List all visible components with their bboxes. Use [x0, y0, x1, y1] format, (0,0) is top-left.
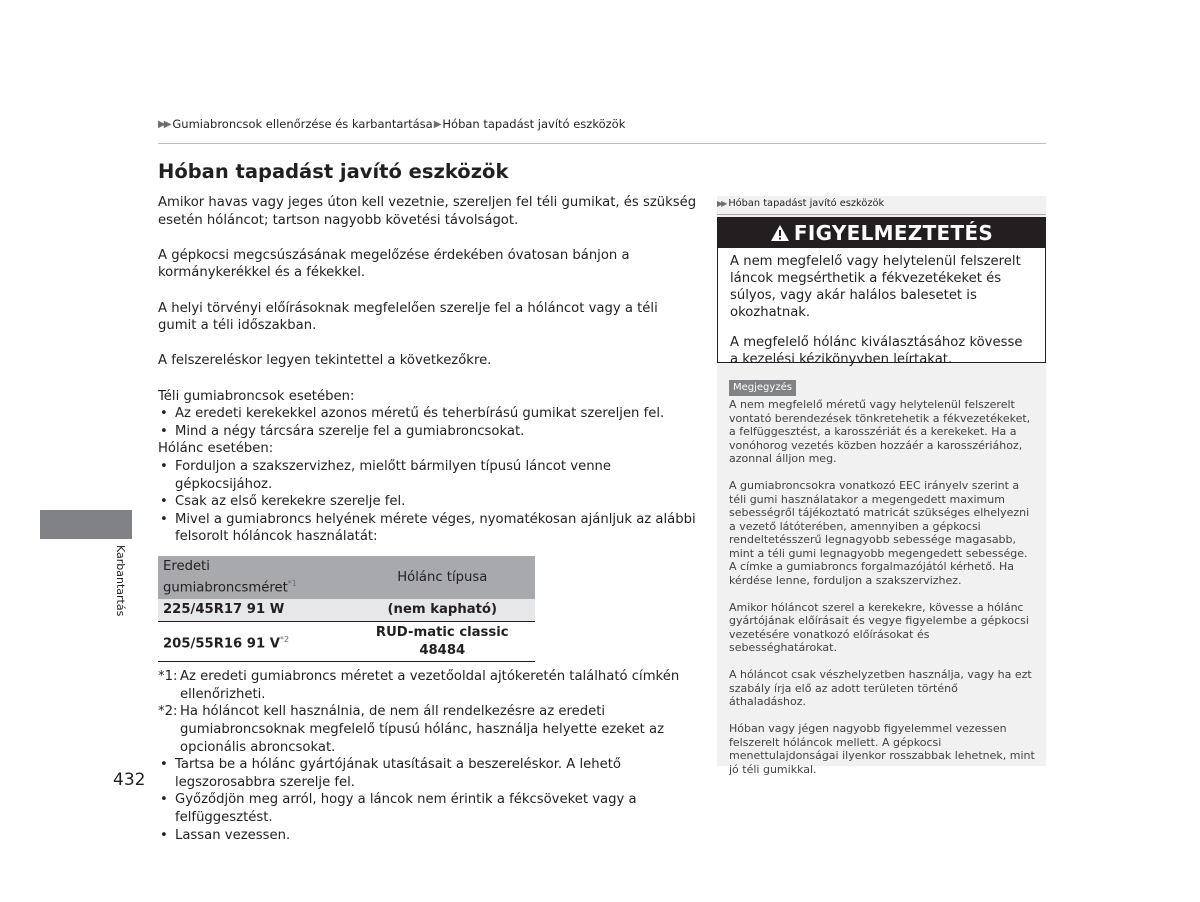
- main-content: [158, 194, 698, 844]
- double-triangle-icon: ▶▶: [717, 199, 726, 208]
- footnote-text: Az eredeti gumiabroncs méretet a vezetőoldal ajtókeretén található címkén ellenőrizheti.: [180, 669, 680, 702]
- paragraph-4: A felszereléskor legyen tekintettel a következőkre.: [158, 353, 492, 369]
- chapter-tab: [40, 510, 132, 539]
- double-triangle-icon: ▶▶: [158, 118, 170, 130]
- table-cell: 205/55R16 91 $V^{*2}$: [158, 622, 350, 662]
- list-item: • Mivel a gumiabroncs helyének mérete véges, nyomatékosan ajánljuk az alábbi felsorolt hóláncok használatát:: [158, 511, 698, 546]
- table-cell: RUD-matic classic 48484: [350, 622, 535, 662]
- warning-paragraph: A megfelelő hólánc kiválasztásához kövesse a kezelési kézikönyvben leírtakat.: [730, 335, 1023, 367]
- chapter-label: Karbantartás: [114, 545, 127, 617]
- warning-triangle-icon: [770, 224, 790, 242]
- table-header: Eredeti gumiabroncsméret$^{*1}$: [158, 556, 350, 600]
- list-item: • Lassan vezessen.: [158, 827, 698, 845]
- table-cell: 225/45R17 91 W: [158, 599, 350, 621]
- table-row: [158, 622, 535, 662]
- winter-tires-heading: Téli gumiabroncsok esetében:: [158, 388, 355, 404]
- triangle-icon: ▶: [433, 118, 442, 130]
- footnote-2: [158, 703, 698, 756]
- header-divider: [158, 143, 1046, 144]
- breadcrumb-item-1[interactable]: Gumiabroncsok ellenőrzése és karbantartása: [172, 117, 433, 131]
- note-tag: Megjegyzés: [729, 380, 796, 396]
- warning-banner: [718, 218, 1045, 248]
- list-item: • Tartsa be a hólánc gyártójának utasításait a beszereléskor. A lehető legszorosabbra szerelje fel.: [158, 756, 698, 791]
- list-item: • Forduljon a szakszervizhez, mielőtt bármilyen típusú láncot venne gépkocsijához.: [158, 458, 698, 493]
- table-header: Hólánc típusa: [350, 556, 535, 600]
- page-number: 432: [113, 770, 146, 790]
- footnote-mark: *1: [287, 579, 297, 589]
- paragraph-1: Amikor havas vagy jeges úton kell vezetnie, szereljen fel téli gumikat, és szükség esetén hóláncot; tartson nagyobb követési távolságot.: [158, 195, 697, 228]
- footnote-text: Ha hóláncot kell használnia, de nem áll rendelkezésre az eredeti gumiabroncsoknak megfelelő típusú hólánc, használja helyette ezeket az opcionális abroncsokat.: [180, 704, 665, 755]
- sidebar: [717, 196, 1046, 776]
- table-row: [158, 599, 535, 621]
- note-paragraph: A nem megfelelő méretű vagy helytelenül felszerelt vontató berendezések tönkretehetik a fékvezetékeket, a felfüggesztést, a karosszériát és a kerekeket. Ha a vonóhorog vezetés közben hozzáér a karosszériához, azonnal álljon meg.: [729, 398, 1031, 465]
- warning-paragraph: A nem megfelelő vagy helytelenül felszerelt láncok megsérthetik a fékvezetékeket és súlyos, vagy akár halálos balesetet is okozhatnak.: [730, 254, 1021, 320]
- footnote-1: [158, 668, 698, 703]
- footnote-mark: *2:: [158, 704, 178, 720]
- footnote-mark: *1:: [158, 669, 178, 685]
- footnote-mark: *2: [279, 634, 290, 644]
- snow-chain-list: [158, 458, 698, 546]
- list-item: • Győződjön meg arról, hogy a láncok nem érintik a fékcsöveket vagy a felfüggesztést.: [158, 791, 698, 826]
- note-paragraph: Amikor hóláncot szerel a kerekekre, kövesse a hólánc gyártójának előírásait és vegye figyelembe a gépkocsi vezetésére vonatkozó előírásokat és sebességhatárokat.: [729, 600, 1029, 654]
- snow-chain-heading: Hólánc esetében:: [158, 441, 274, 457]
- sidebar-notes: [729, 398, 1035, 790]
- list-item: • Az eredeti kerekekkel azonos méretű és teherbírású gumikat szereljen fel.: [158, 405, 698, 423]
- paragraph-2: A gépkocsi megcsúszásának megelőzése érdekében óvatosan bánjon a kormánykerékkel és a fékekkel.: [158, 247, 630, 281]
- note-paragraph: A hóláncot csak vészhelyzetben használja, vagy ha ezt szabály írja elő az adott területen történő áthaladáshoz.: [729, 668, 1032, 708]
- warning-box: [717, 217, 1046, 367]
- breadcrumb-item-2[interactable]: Hóban tapadást javító eszközök: [442, 117, 626, 131]
- winter-tires-list: [158, 405, 698, 440]
- snow-chain-table: [158, 556, 535, 662]
- final-list: [158, 756, 698, 844]
- page-title: Hóban tapadást javító eszközök: [158, 160, 509, 183]
- note-paragraph: Hóban vagy jégen nagyobb figyelemmel vezessen felszerelt hóláncok mellett. A gépkocsi menettulajdonságai ilyenkor rosszabbak lehetnek, mint jó téli gumikkal.: [729, 722, 1035, 776]
- table-header-row: [158, 556, 535, 600]
- warning-text: [718, 248, 1045, 368]
- note-paragraph: A gumiabroncsokra vonatkozó EEC irányelv szerint a téli gumi használatakor a megengedett maximum sebességről tájékoztató matricát szükséges elhelyezni a vezető látóterében, amennyiben a gépkocsi rendeltetésszerű legnagyobb sebessége magasabb, mint a téli gumi legnagyobb megengedett sebessége. A címke a gumiabroncs forgalmazójától kérhető. Ha kérdése lenne, forduljon a szakszervizhez.: [729, 479, 1030, 587]
- table-cell: (nem kapható): [350, 599, 535, 621]
- list-item: • Csak az első kerekekre szerelje fel.: [158, 493, 698, 511]
- warning-title: FIGYELMEZTETÉS: [793, 221, 994, 245]
- breadcrumb: [158, 117, 625, 131]
- list-item: • Mind a négy tárcsára szerelje fel a gumiabroncsokat.: [158, 423, 698, 441]
- paragraph-3: A helyi törvényi előírásoknak megfelelően szerelje fel a hóláncot vagy a téli gumit a téli időszakban.: [158, 300, 658, 334]
- sidebar-header: ▶▶ Hóban tapadást javító eszközök: [717, 196, 1046, 215]
